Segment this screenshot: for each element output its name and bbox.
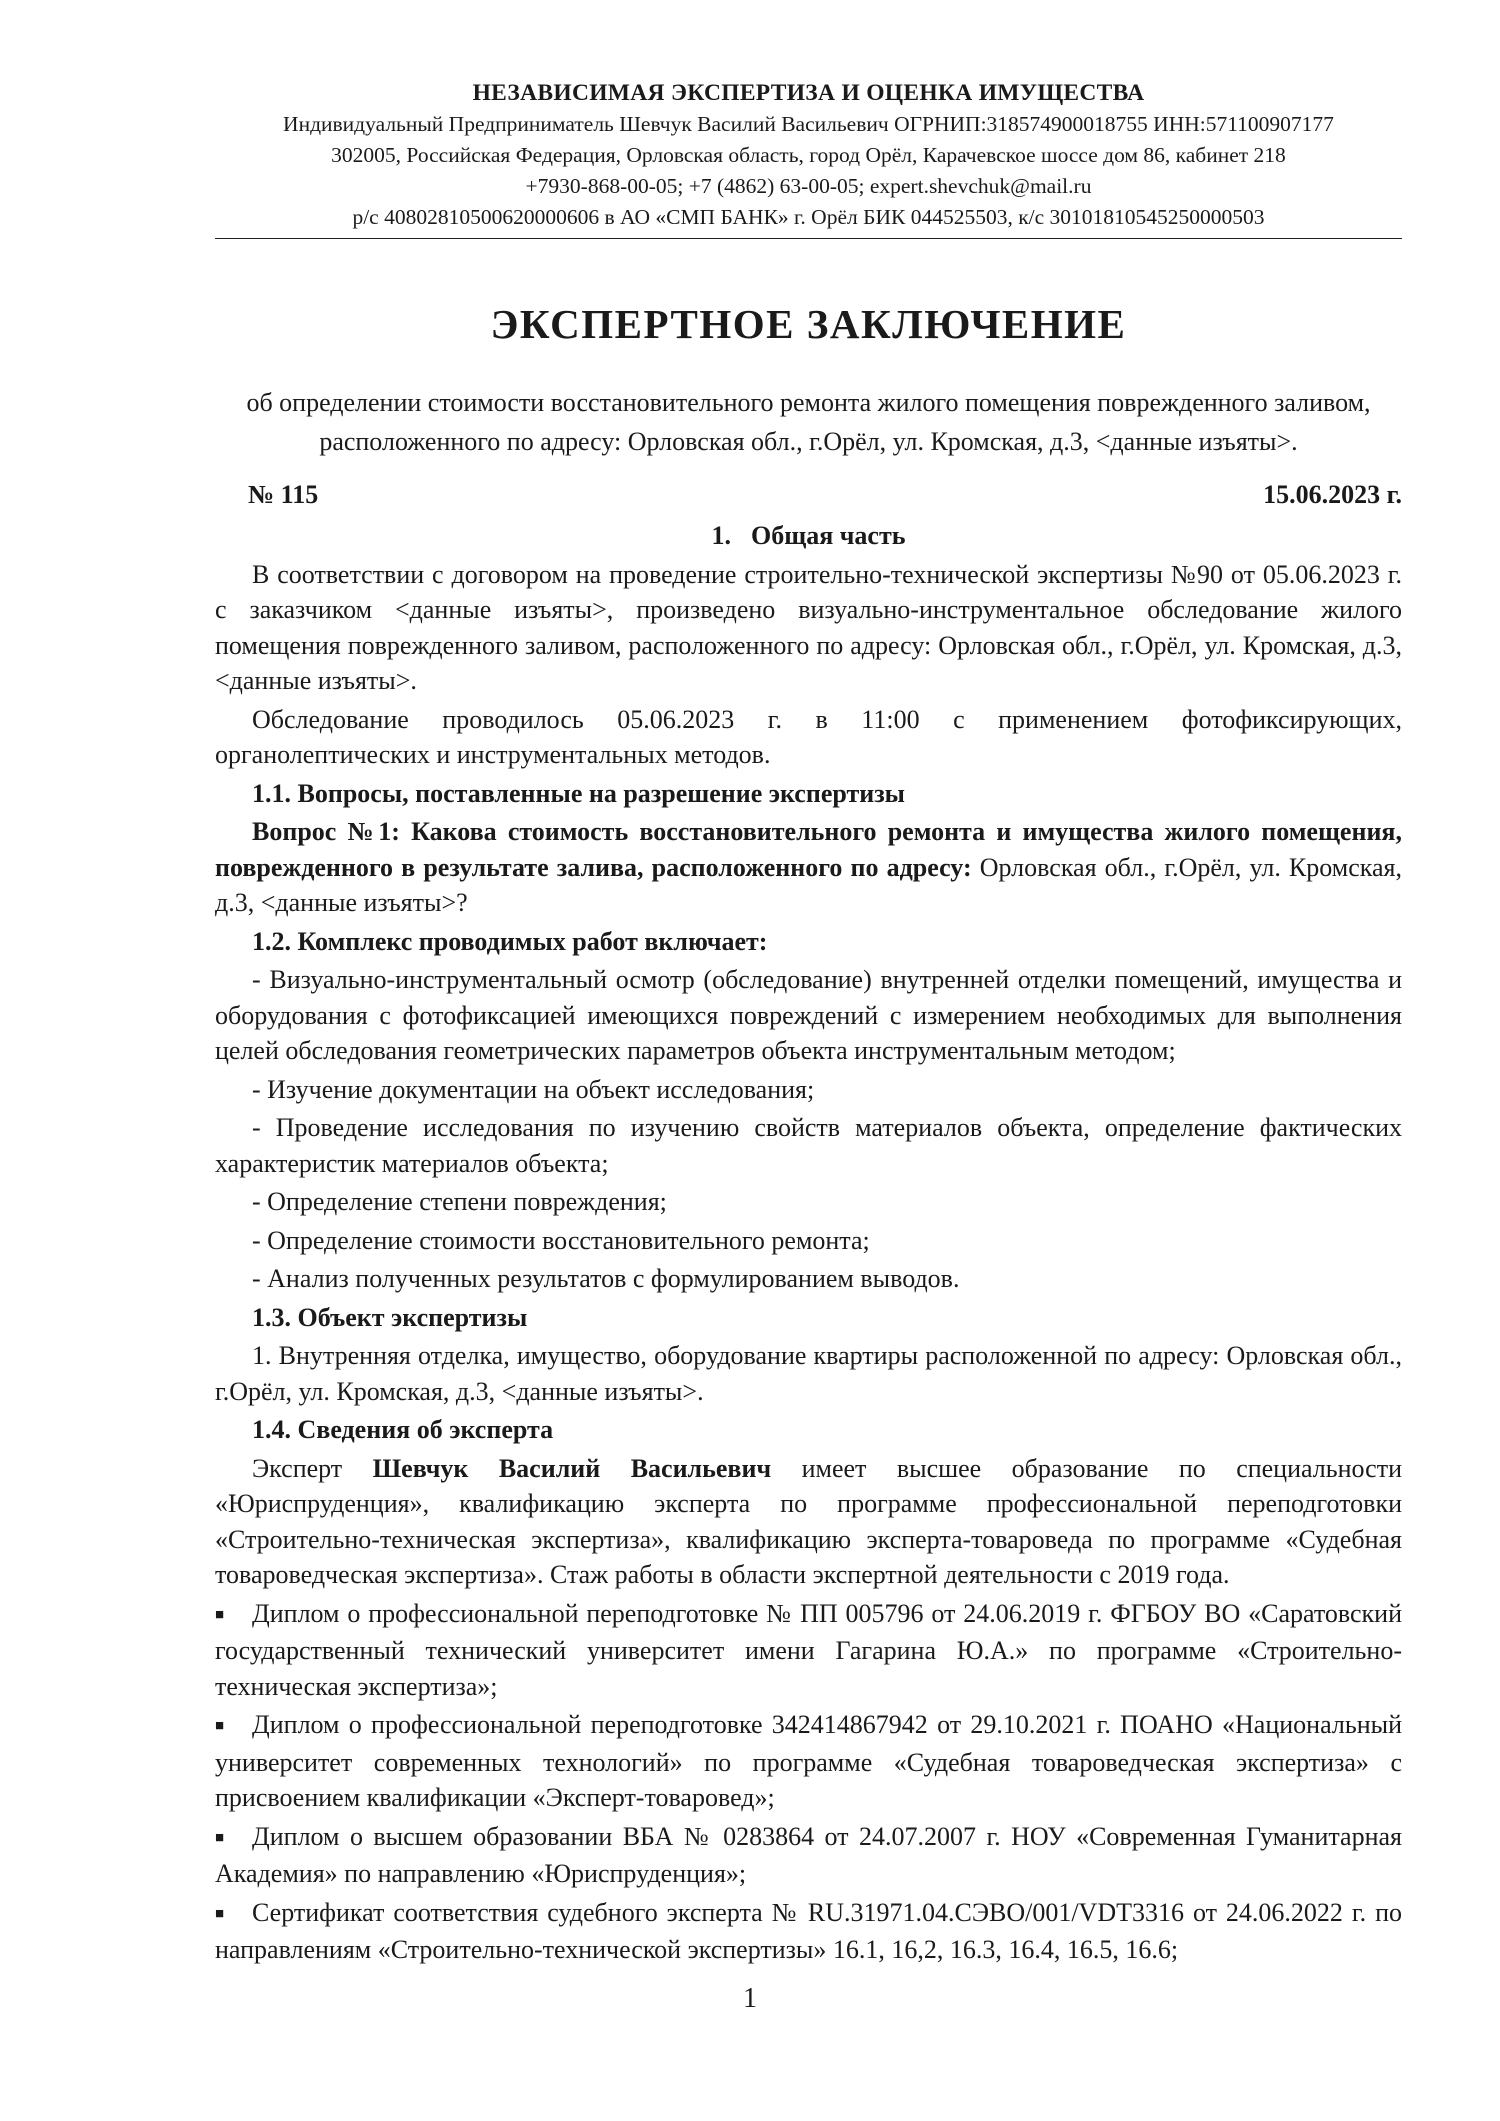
bullet-item <box>215 1596 1402 1705</box>
list-item: - Визуально-инструментальный осмотр (обследование) внутренней отделки помещений, имущества и оборудования с фотофиксацией имеющихся повреждений с измерением необходимых для выполнения целей обследования геометрических параметров объекта инструментальным методом; <box>215 965 1402 1065</box>
paragraph: В соответствии с договором на проведение строительно-технической экспертизы №90 от 05.06.2023 г. с заказчиком <данные изъяты>, произведено визуально-инструментальное обследование жилого помещения поврежденного заливом, расположенного по адресу: Орловская обл., г.Орёл, ул. Кромская, д.3, <данные изъяты>. <box>215 559 1402 695</box>
square-bullet-icon: ■ <box>215 1905 225 1922</box>
expert-qualifications: имеет высшее образование по специальности «Юриспруденция», квалификацию эксперта по программе профессиональной переподготовки «Строительно-техническая экспертиза», квалификацию эксперта-товароведа по программе «Судебная товароведческая экспертиза». Стаж работы в области экспертной деятельности с 2019 года. <box>215 1453 1402 1589</box>
question-text-address: Орловская обл., г.Орёл, ул. Кромская, д.3, <данные изъяты>? <box>215 852 1403 917</box>
organization-name: НЕЗАВИСИМАЯ ЭКСПЕРТИЗА И ОЦЕНКА ИМУЩЕСТВА <box>472 80 1145 106</box>
letterhead <box>215 78 1402 233</box>
expert-name: Шевчук Василий Васильевич <box>372 1453 772 1483</box>
question-paragraph <box>215 814 1402 921</box>
bullet-item <box>215 1707 1402 1816</box>
square-bullet-icon: ■ <box>215 1606 225 1623</box>
bullet-text: Диплом о профессиональной переподготовке № ПП 005796 от 24.06.2019 г. ФГБОУ ВО «Саратовский государственный технический университет имени Гагарина Ю.А.» по программе «Строительно-техническая экспертиза»; <box>215 1598 1402 1701</box>
bullet-text: Сертификат соответствия судебного эксперта № RU.31971.04.СЭВО/001/VDT3316 от 24.06.2022 г. по направлениям «Строительно-технической экспертизы» 16.1, 16,2, 16.3, 16.4, 16.5, 16.6; <box>215 1897 1402 1964</box>
document-subtitle <box>215 383 1402 461</box>
letterhead-registration-line: Индивидуальный Предприниматель Шевчук Василий Васильевич ОГРНИП:318574900018755 ИНН:571100907177 <box>283 112 1334 136</box>
square-bullet-icon: ■ <box>215 1718 225 1734</box>
list-item: - Проведение исследования по изучению свойств материалов объекта, определение фактических характеристик материалов объекта; <box>215 1113 1402 1178</box>
page-number: 1 <box>743 1983 757 2014</box>
subtitle-line-2: расположенного по адресу: Орловская обл., г.Орёл, ул. Кромская, д.3, <данные изъяты>. <box>319 427 1298 456</box>
document-meta <box>215 480 1402 514</box>
subsection-heading: 1.2. Комплекс проводимых работ включает: <box>252 926 768 956</box>
list-item: - Определение степени повреждения; <box>252 1187 667 1216</box>
section-1-title: Общая часть <box>751 521 906 550</box>
list-item: - Изучение документации на объект исследования; <box>252 1074 815 1104</box>
letterhead-contacts-line: +7930-868-00-05; +7 (4862) 63-00-05; expert.shevchuk@mail.ru <box>525 174 1092 198</box>
subsection-heading: 1.3. Объект экспертизы <box>252 1302 528 1332</box>
section-1-number: 1. <box>711 521 732 550</box>
subsection-heading: 1.4. Сведения об эксперта <box>252 1415 554 1444</box>
list-item: - Анализ полученных результатов с формулированием выводов. <box>252 1264 960 1293</box>
bullet-item <box>215 1895 1402 1968</box>
question-text-bold: Вопрос №1: Какова стоимость восстановительного ремонта и имущества жилого помещения, поврежденного в результате залива, расположенного по адресу: <box>215 817 1402 882</box>
document-date: 15.06.2023 г. <box>1263 480 1402 509</box>
bullet-text: Диплом о высшем образовании ВБА № 0283864 от 24.07.2007 г. НОУ «Современная Гуманитарная Академия» по направлению «Юриспруденция»; <box>215 1821 1402 1888</box>
expert-paragraph <box>215 1451 1402 1593</box>
paragraph: 1. Внутренняя отделка, имущество, оборудование квартиры расположенной по адресу: Орловская обл., г.Орёл, ул. Кромская, д.3, <данные изъяты>. <box>215 1341 1402 1406</box>
bullet-text: Диплом о профессиональной переподготовке 342414867942 от 29.10.2021 г. ПОАНО «Национальный университет современных технологий» по программе «Судебная товароведческая экспертиза» с присвоением квалификации «Эксперт-товаровед»; <box>215 1710 1402 1812</box>
letterhead-address-line: 302005, Российская Федерация, Орловская область, город Орёл, Карачевское шоссе дом 86, кабинет 218 <box>331 143 1286 167</box>
expert-intro: Эксперт <box>252 1453 373 1483</box>
list-item: - Определение стоимости восстановительного ремонта; <box>252 1225 870 1255</box>
document-number: № 115 <box>248 480 319 509</box>
subsection-heading: 1.1. Вопросы, поставленные на разрешение экспертизы <box>252 778 905 808</box>
paragraph: Обследование проводилось 05.06.2023 г. в 11:00 с применением фотофиксирующих, органолептических и инструментальных методов. <box>215 704 1402 769</box>
document-body <box>215 518 1402 1971</box>
square-bullet-icon: ■ <box>215 1829 225 1846</box>
subtitle-line-1: об определении стоимости восстановительного ремонта жилого помещения поврежденного заливом, <box>246 388 1371 417</box>
section-1-heading <box>215 518 1402 554</box>
bullet-item <box>215 1819 1402 1892</box>
letterhead-divider <box>215 238 1402 239</box>
letterhead-bank-line: р/с 40802810500620000606 в АО «СМП БАНК» г. Орёл БИК 044525503, к/с 30101810545250000503 <box>352 205 1265 229</box>
document-title: ЭКСПЕРТНОЕ ЗАКЛЮЧЕНИЕ <box>490 301 1127 347</box>
